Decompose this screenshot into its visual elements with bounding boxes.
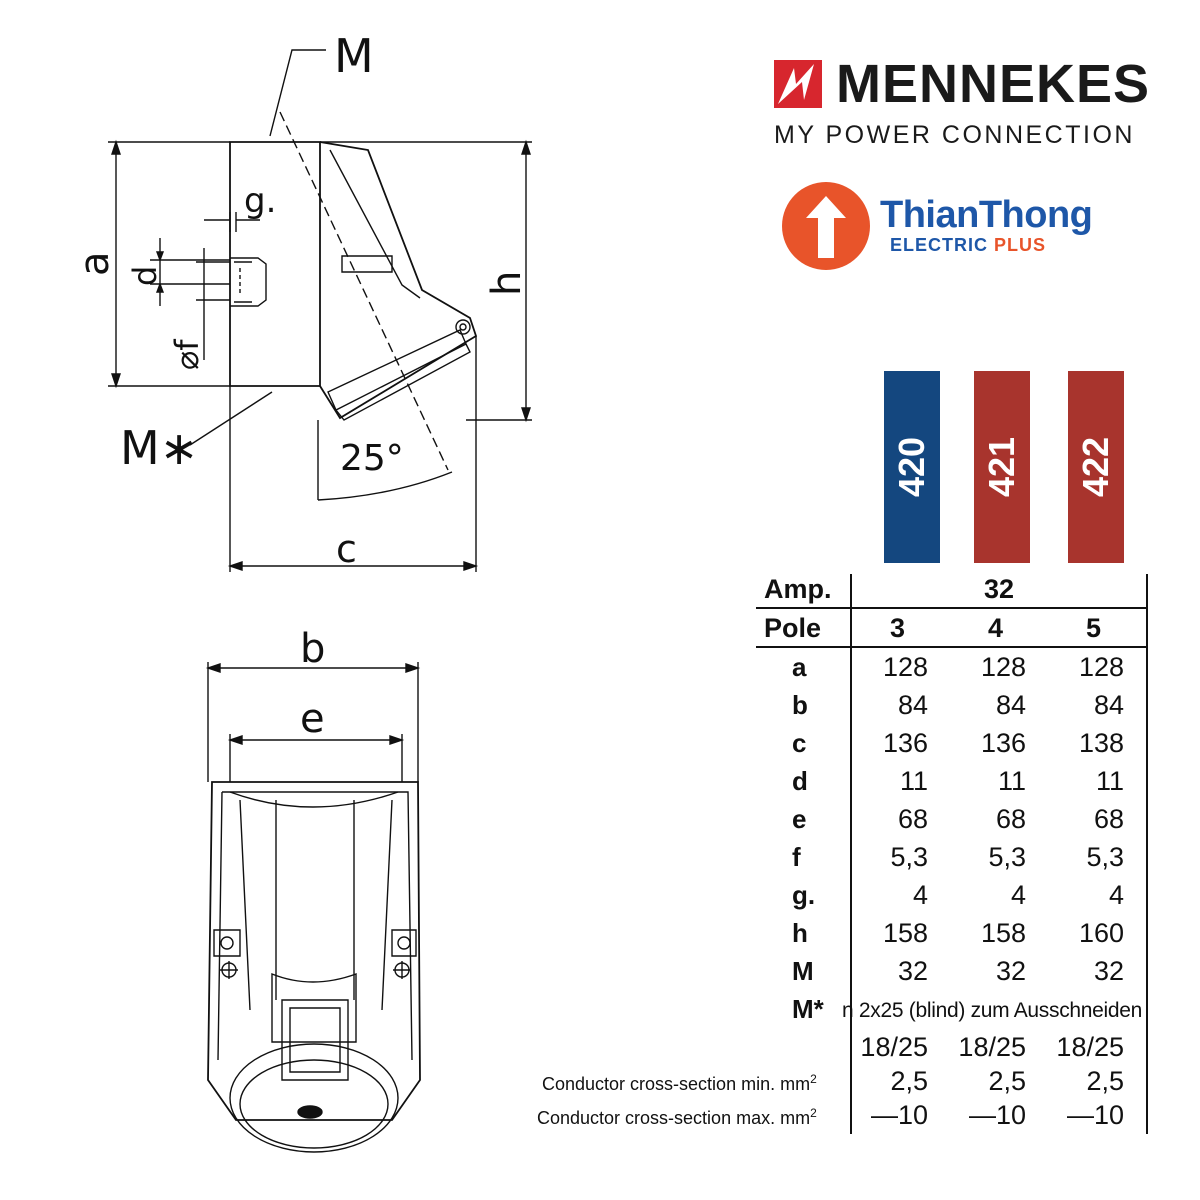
label-e: e bbox=[300, 696, 325, 742]
label-d: d bbox=[126, 265, 164, 286]
label-angle: 25° bbox=[340, 438, 404, 479]
label-b: b bbox=[300, 626, 326, 672]
label-a: a bbox=[72, 251, 118, 276]
cond-min-label: Conductor cross-section min. $mm^2$ bbox=[542, 1072, 817, 1094]
thianthong-mark-icon bbox=[782, 182, 870, 270]
mennekes-slogan: MY POWER CONNECTION bbox=[774, 121, 1135, 149]
cond-max-label: Conductor cross-section max. $mm^2$ bbox=[537, 1106, 817, 1128]
label-M: M bbox=[334, 29, 374, 83]
table-vline-right bbox=[1146, 574, 1148, 1134]
pole-label: Pole bbox=[764, 613, 822, 643]
variant-tab-421 bbox=[974, 371, 1030, 563]
thianthong-logo bbox=[782, 182, 1112, 272]
extra-value-3: 18/25 bbox=[860, 1032, 928, 1062]
variant-tab-420 bbox=[884, 371, 940, 563]
variant-code: 420 bbox=[891, 436, 932, 498]
variant-code: 422 bbox=[1075, 436, 1116, 498]
thianthong-sub-plus: PLUS bbox=[994, 235, 1047, 255]
thianthong-name: ThianThong bbox=[880, 194, 1093, 236]
cond-max-4: —10 bbox=[968, 1100, 1026, 1130]
extra-value-4: 18/25 bbox=[958, 1032, 1026, 1062]
pole-3: 3 bbox=[890, 613, 906, 643]
label-c: c bbox=[336, 527, 357, 571]
label-f: ⌀f bbox=[168, 339, 206, 370]
cond-min-5: 2,5 bbox=[1086, 1066, 1124, 1096]
label-h: h bbox=[484, 270, 530, 296]
cond-min-3: 2,5 bbox=[890, 1066, 928, 1096]
label-M-star: M∗ bbox=[120, 421, 199, 475]
mennekes-logo bbox=[774, 54, 1151, 154]
m-star-label: M* bbox=[792, 994, 824, 1024]
mennekes-name: MENNEKES bbox=[836, 54, 1151, 114]
cond-max-3: —10 bbox=[870, 1100, 928, 1130]
thianthong-sub-electric: ELECTRIC bbox=[890, 235, 988, 255]
mennekes-mark-icon bbox=[774, 60, 822, 108]
side-view bbox=[108, 50, 532, 572]
pole-4: 4 bbox=[988, 613, 1004, 643]
thianthong-subtitle bbox=[890, 234, 1046, 256]
pole-5: 5 bbox=[1086, 613, 1102, 643]
m-star-text: n 2x25 (blind) zum Ausschneiden bbox=[842, 999, 1143, 1022]
table-hline-2 bbox=[756, 646, 1148, 648]
variant-code: 421 bbox=[981, 436, 1022, 498]
amp-label: Amp. bbox=[764, 574, 832, 604]
label-g: g. bbox=[244, 181, 277, 221]
variant-tab-422 bbox=[1068, 371, 1124, 563]
extra-value-5: 18/25 bbox=[1056, 1032, 1124, 1062]
table-hline-1 bbox=[756, 607, 1148, 609]
amp-value: 32 bbox=[984, 574, 1015, 604]
cond-min-4: 2,5 bbox=[988, 1066, 1026, 1096]
cond-max-5: —10 bbox=[1066, 1100, 1124, 1130]
